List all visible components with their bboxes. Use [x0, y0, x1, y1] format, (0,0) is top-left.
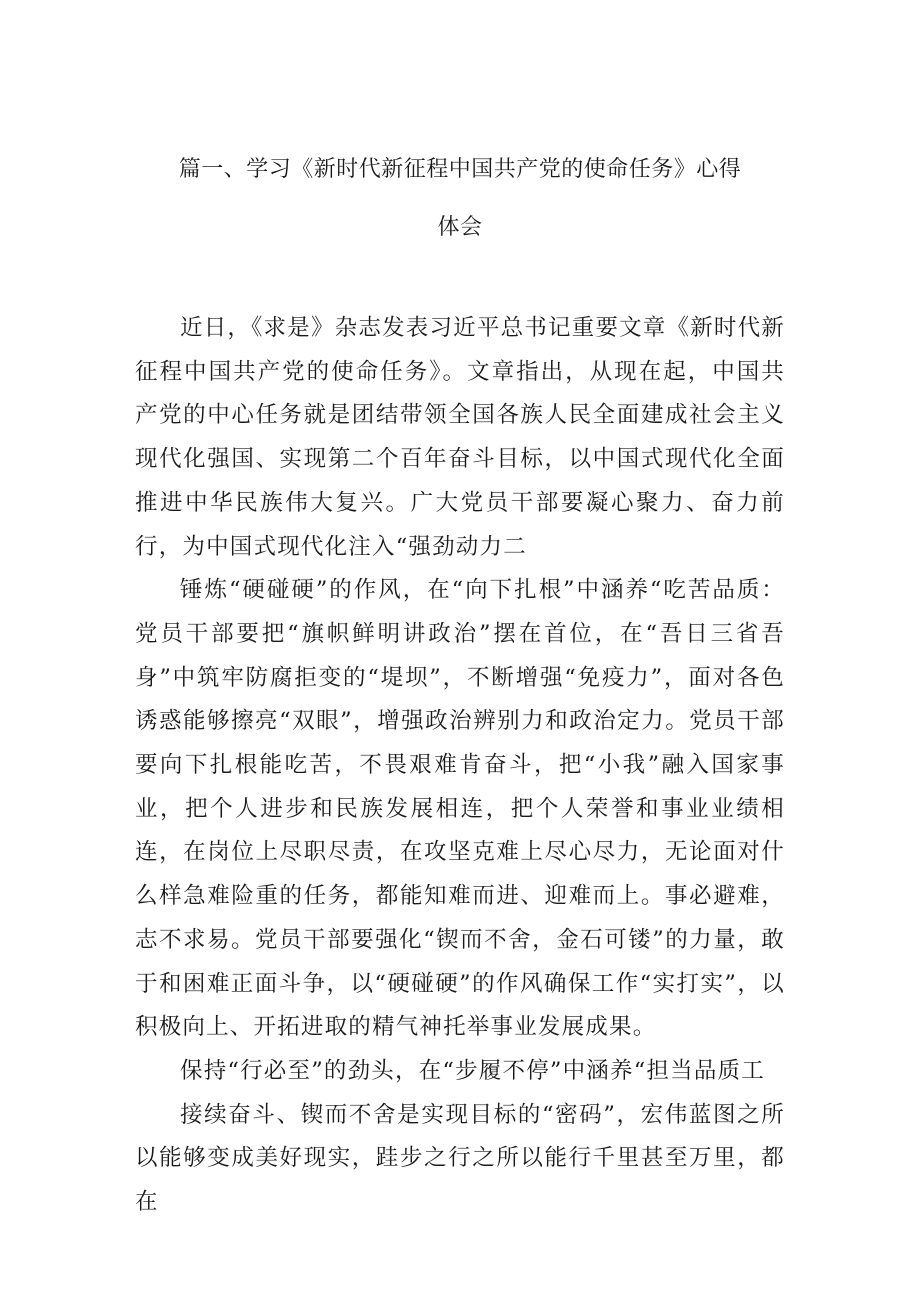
body-paragraph-2: 锤炼“硬碰硬”的作风，在“向下扎根”中涵养“吃苦品质：党员干部要把“旗帜鲜明讲政治”摆在首位，在“吾日三省吾身”中筑牢防腐拒变的“堤坝”，不断增强“免疫力”，面对各色诱惑能够擦亮“双眼”，增强政治辨别力和政治定力。党员干部要向下扎根能吃苦，不畏艰难肯奋斗，把“小我”融入国家事业，把个人进步和民族发展相连，把个人荣誉和事业业绩相连，在岗位上尽职尽责，在攻坚克难上尽心尽力，无论面对什么样急难险重的任务，都能知难而进、迎难而上。事必避难，志不求易。党员干部要强化“锲而不舍，金石可镂”的力量，敢于和困难正面斗争，以“硬碰硬”的作风确保工作“实打实”，以积极向上、开拓进取的精气神托举事业发展成果。	[135, 577, 785, 1041]
body-paragraph-1: 近日，《求是》杂志发表习近平总书记重要文章《新时代新征程中国共产党的使命任务》。文章指出，从现在起，中国共产党的中心任务就是团结带领全国各族人民全面建成社会主义现代化强国、实现第二个百年奋斗目标，以中国式现代化全面推进中华民族伟大复兴。广大党员干部要凝心聚力、奋力前行，为中国式现代化注入“强劲动力二	[135, 315, 785, 560]
body-paragraph-4: 接续奋斗、锲而不舍是实现目标的“密码”，宏伟蓝图之所以能够变成美好现实，跬步之行之所以能行千里甚至万里，都在	[135, 1101, 785, 1216]
body-paragraph-3: 保持“行必至”的劲头，在“步履不停”中涵养“担当品质工	[180, 1057, 765, 1084]
document-title-line-2: 体会	[437, 215, 483, 240]
document-title-line-1: 篇一、学习《新时代新征程中国共产党的使命任务》心得	[178, 157, 742, 182]
document-body	[135, 307, 785, 1225]
